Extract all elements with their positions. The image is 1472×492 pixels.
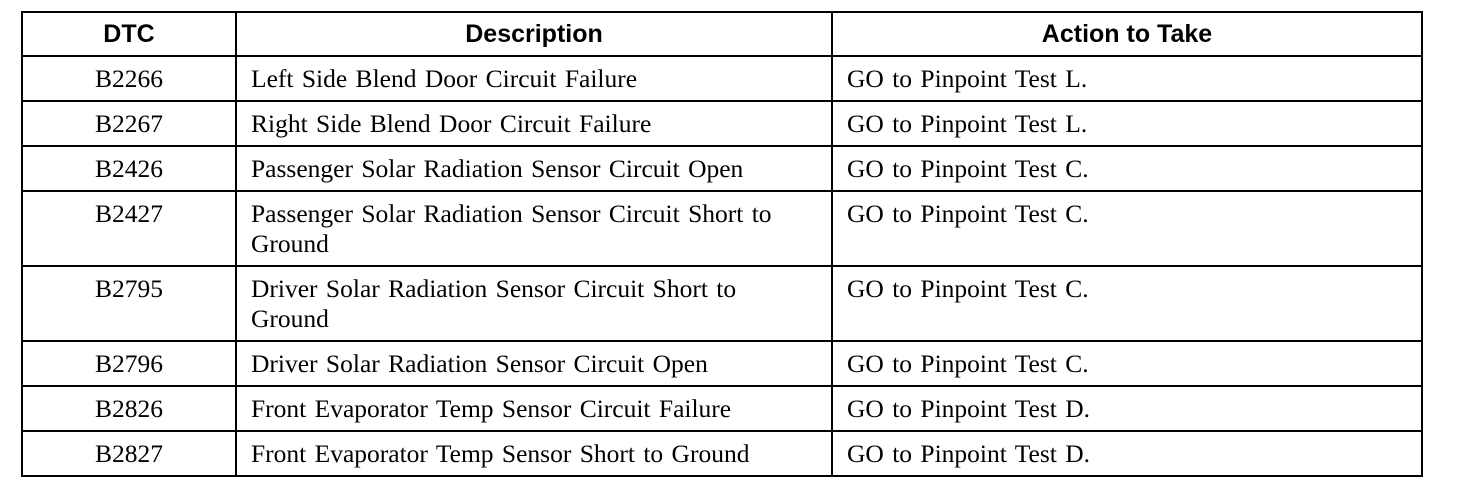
dtc-description: Front Evaporator Temp Sensor Circuit Failure (236, 386, 832, 431)
dtc-code: B2426 (22, 146, 236, 191)
dtc-action: GO to Pinpoint Test D. (832, 386, 1422, 431)
dtc-description: Right Side Blend Door Circuit Failure (236, 101, 832, 146)
header-dtc: DTC (22, 12, 236, 56)
dtc-code: B2266 (22, 56, 236, 101)
dtc-description: Driver Solar Radiation Sensor Circuit Short to Ground (236, 266, 832, 341)
header-description: Description (236, 12, 832, 56)
dtc-action: GO to Pinpoint Test C. (832, 341, 1422, 386)
dtc-description: Passenger Solar Radiation Sensor Circuit Open (236, 146, 832, 191)
dtc-action: GO to Pinpoint Test C. (832, 191, 1422, 266)
dtc-action: GO to Pinpoint Test L. (832, 101, 1422, 146)
table-row (22, 101, 1422, 146)
table-row (22, 341, 1422, 386)
header-action: Action to Take (832, 12, 1422, 56)
dtc-description: Front Evaporator Temp Sensor Short to Ground (236, 431, 832, 476)
dtc-action: GO to Pinpoint Test D. (832, 431, 1422, 476)
dtc-code: B2795 (22, 266, 236, 341)
dtc-table (21, 11, 1423, 477)
dtc-action: GO to Pinpoint Test L. (832, 56, 1422, 101)
dtc-code: B2826 (22, 386, 236, 431)
header-row (22, 12, 1422, 56)
table-row (22, 431, 1422, 476)
table-row (22, 266, 1422, 341)
dtc-code: B2796 (22, 341, 236, 386)
dtc-description: Driver Solar Radiation Sensor Circuit Open (236, 341, 832, 386)
dtc-description: Passenger Solar Radiation Sensor Circuit Short to Ground (236, 191, 832, 266)
table-row (22, 386, 1422, 431)
table-row (22, 146, 1422, 191)
table-row (22, 191, 1422, 266)
dtc-action: GO to Pinpoint Test C. (832, 266, 1422, 341)
dtc-code: B2267 (22, 101, 236, 146)
table-row (22, 56, 1422, 101)
dtc-action: GO to Pinpoint Test C. (832, 146, 1422, 191)
dtc-description: Left Side Blend Door Circuit Failure (236, 56, 832, 101)
dtc-code: B2427 (22, 191, 236, 266)
dtc-code: B2827 (22, 431, 236, 476)
